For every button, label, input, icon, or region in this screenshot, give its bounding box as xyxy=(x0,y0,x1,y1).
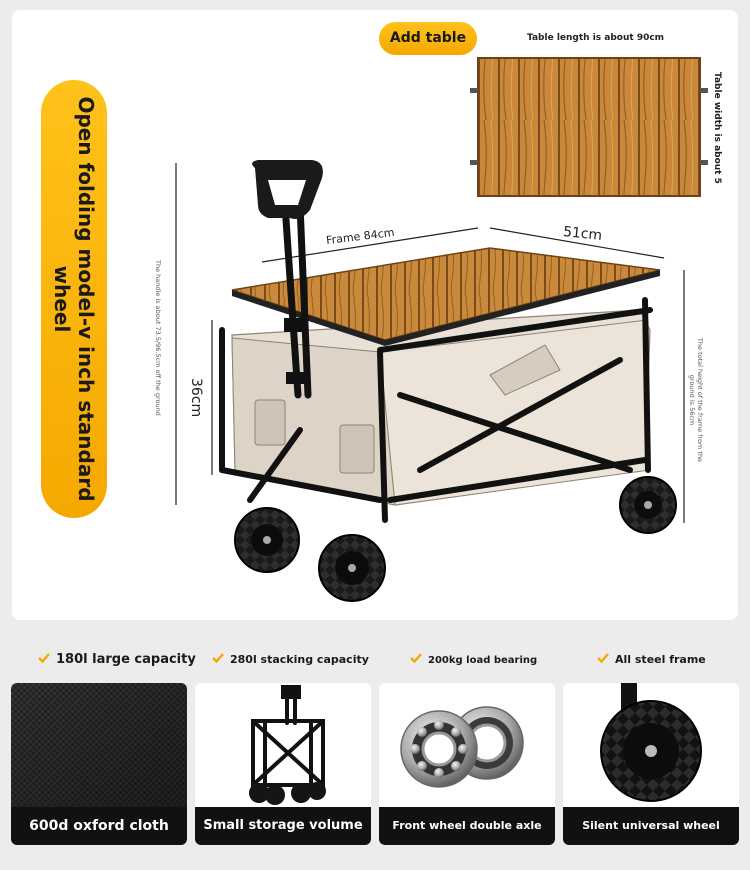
feature-stacking xyxy=(212,652,369,666)
card-storage xyxy=(195,683,371,845)
table-length-label: Table length is about 90cm xyxy=(527,33,665,43)
feature-label: 180l large capacity xyxy=(56,652,196,667)
check-icon xyxy=(410,652,422,664)
card-caption: Small storage volume xyxy=(195,807,371,845)
card-caption: Silent universal wheel xyxy=(563,807,739,845)
add-table-badge: Add table xyxy=(379,22,477,55)
frame-length-label: Frame 84cm xyxy=(325,225,396,248)
table-top-image xyxy=(470,58,708,196)
folded-cart-icon xyxy=(195,683,371,807)
card-caption: Front wheel double axle xyxy=(379,807,555,845)
title-badge-text: Open folding model-v inch standard wheel xyxy=(50,96,98,502)
check-icon xyxy=(212,652,224,664)
wagon-body xyxy=(222,160,660,520)
wheel-icon xyxy=(563,683,739,807)
depth-label: 51cm xyxy=(562,223,603,245)
fabric-texture-icon xyxy=(11,683,187,807)
check-icon xyxy=(597,652,609,664)
check-icon xyxy=(38,652,50,664)
table-width-label: Table width is about 5 xyxy=(712,72,722,184)
feature-label: 280l stacking capacity xyxy=(230,653,369,666)
height-label: 36cm xyxy=(188,378,204,418)
feature-load xyxy=(410,652,537,666)
feature-label: All steel frame xyxy=(615,653,706,666)
card-double-axle xyxy=(379,683,555,845)
card-oxford-cloth xyxy=(11,683,187,845)
feature-steel xyxy=(597,652,706,666)
feature-label: 200kg load bearing xyxy=(428,655,538,666)
handle-height-note: The handle is about 73.5/96.5cm off the ground xyxy=(154,260,162,416)
feature-capacity xyxy=(38,652,196,667)
card-silent-wheel xyxy=(563,683,739,845)
card-caption: 600d oxford cloth xyxy=(11,807,187,845)
bearings-icon xyxy=(379,683,555,807)
total-height-note: The total height of the frame from the ground is 56cm xyxy=(688,337,704,463)
